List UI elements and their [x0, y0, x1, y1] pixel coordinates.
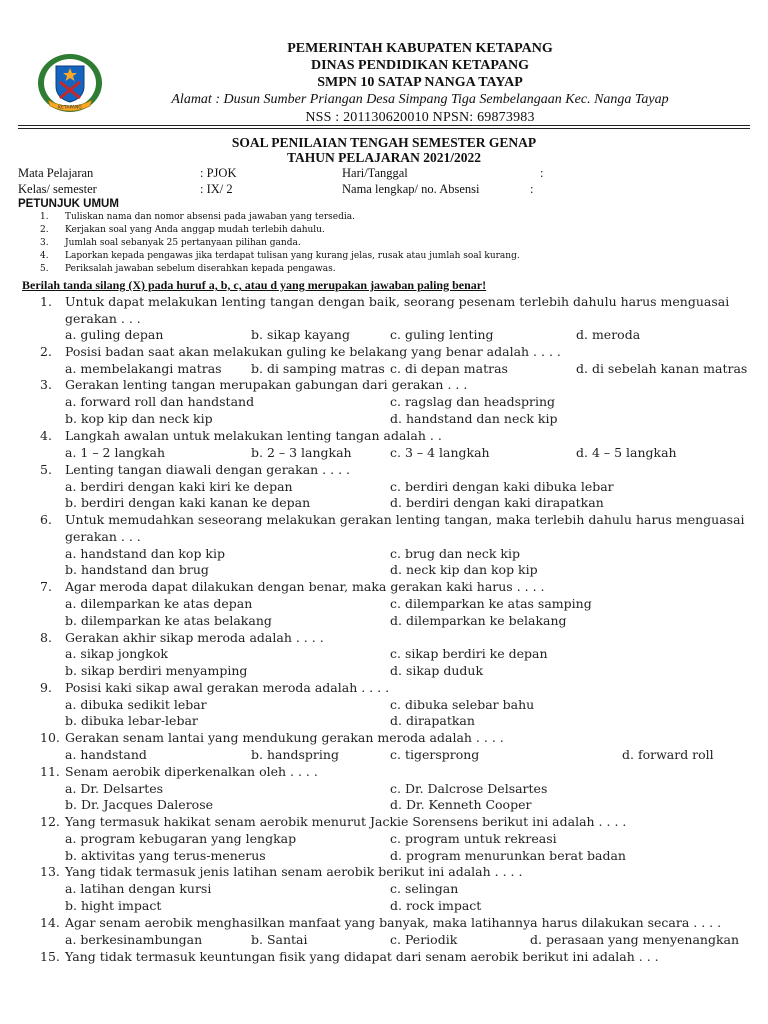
answer-option[interactable]: a. membelakangi matras — [65, 361, 222, 376]
kabupaten-emblem-logo — [36, 52, 104, 116]
answer-option[interactable]: a. dilemparkan ke atas depan — [65, 596, 253, 611]
answer-option[interactable]: d. 4 – 5 langkah — [576, 445, 677, 460]
answer-option[interactable]: b. handstand dan brug — [65, 562, 209, 577]
answer-option[interactable]: b. sikap berdiri menyamping — [65, 663, 248, 678]
answer-option[interactable]: a. berkesinambungan — [65, 932, 203, 947]
answer-option[interactable]: d. di sebelah kanan matras — [576, 361, 748, 376]
answer-option[interactable]: c. tigersprong — [390, 747, 480, 762]
answer-option[interactable]: d. neck kip dan kop kip — [390, 562, 538, 577]
answer-option[interactable]: b. sikap kayang — [251, 327, 350, 342]
school-name: SMPN 10 SATAP NANGA TAYAP — [317, 75, 523, 90]
school-address: Alamat : Dusun Sumber Priangan Desa Simpang Tiga Sembelangaan Kec. Nanga Tayap — [171, 92, 669, 107]
answer-option[interactable]: a. handstand dan kop kip — [65, 546, 225, 561]
answer-option[interactable]: b. dilemparkan ke atas belakang — [65, 613, 272, 628]
answer-option[interactable]: b. dibuka lebar-lebar — [65, 713, 198, 728]
answer-option[interactable]: a. sikap jongkok — [65, 646, 168, 661]
answer-option[interactable]: c. guling lenting — [390, 327, 494, 342]
answer-directive: Berilah tanda silang (X) pada huruf a, b, c, atau d yang merupakan jawaban paling benar! — [22, 278, 487, 292]
class-label: Kelas/ semester — [18, 182, 97, 196]
answer-option[interactable]: d. forward roll — [622, 747, 714, 762]
answer-option[interactable]: d. dirapatkan — [390, 713, 475, 728]
exam-year: TAHUN PELAJARAN 2021/2022 — [286, 150, 481, 165]
answer-option[interactable]: b. hight impact — [65, 898, 162, 913]
answer-option[interactable]: b. handspring — [251, 747, 339, 762]
answer-option[interactable]: d. Dr. Kenneth Cooper — [390, 797, 532, 812]
answer-option[interactable]: c. Periodik — [390, 932, 458, 947]
answer-option[interactable]: a. forward roll dan handstand — [65, 394, 255, 409]
answer-option[interactable]: d. program menurunkan berat badan — [390, 848, 626, 863]
school-nss-npsn: NSS : 201130620010 NPSN: 69873983 — [305, 110, 535, 125]
answer-option[interactable]: c. selingan — [390, 881, 459, 896]
answer-option[interactable]: b. berdiri dengan kaki kanan ke depan — [65, 495, 311, 510]
answer-option[interactable]: b. Dr. Jacques Dalerose — [65, 797, 214, 812]
class-value: : IX/ 2 — [200, 182, 233, 196]
answer-option[interactable]: d. meroda — [576, 327, 641, 342]
answer-option[interactable]: a. latihan dengan kursi — [65, 881, 212, 896]
subject-label: Mata Pelajaran — [18, 166, 94, 180]
answer-option[interactable]: a. handstand — [65, 747, 147, 762]
answer-option[interactable]: c. berdiri dengan kaki dibuka lebar — [390, 479, 614, 494]
answer-option[interactable]: a. guling depan — [65, 327, 164, 342]
answer-option[interactable]: d. berdiri dengan kaki dirapatkan — [390, 495, 604, 510]
answer-option[interactable]: a. Dr. Delsartes — [65, 781, 164, 796]
answer-option[interactable]: d. handstand dan neck kip — [390, 411, 558, 426]
answer-option[interactable]: a. dibuka sedikit lebar — [65, 697, 207, 712]
letterhead — [0, 40, 768, 126]
date-label: Hari/Tanggal — [342, 166, 408, 180]
subject-value: : PJOK — [200, 166, 237, 180]
answer-option[interactable]: c. dilemparkan ke atas samping — [390, 596, 592, 611]
student-name-colon: : — [530, 182, 534, 196]
header-divider-thick — [18, 125, 750, 126]
answer-option[interactable]: c. dibuka selebar bahu — [390, 697, 535, 712]
date-colon: : — [540, 166, 544, 180]
government-name: PEMERINTAH KABUPATEN KETAPANG — [287, 41, 553, 56]
answer-option[interactable]: a. berdiri dengan kaki kiri ke depan — [65, 479, 293, 494]
answer-option[interactable]: b. di samping matras — [251, 361, 385, 376]
answer-option[interactable]: d. dilemparkan ke belakang — [390, 613, 567, 628]
answer-option[interactable]: d. sikap duduk — [390, 663, 484, 678]
student-name-label: Nama lengkap/ no. Absensi — [342, 182, 480, 196]
answer-option[interactable]: b. Santai — [251, 932, 308, 947]
answer-option[interactable]: d. rock impact — [390, 898, 482, 913]
answer-option[interactable]: c. sikap berdiri ke depan — [390, 646, 548, 661]
answer-option[interactable]: a. 1 – 2 langkah — [65, 445, 166, 460]
answer-option[interactable]: c. ragslag dan headspring — [390, 394, 556, 409]
answer-option[interactable]: d. perasaan yang menyenangkan — [530, 932, 740, 947]
answer-option[interactable]: c. di depan matras — [390, 361, 508, 376]
answer-option[interactable]: b. kop kip dan neck kip — [65, 411, 213, 426]
answer-option[interactable]: c. 3 – 4 langkah — [390, 445, 490, 460]
exam-title: SOAL PENILAIAN TENGAH SEMESTER GENAP — [231, 135, 537, 150]
answer-option[interactable]: a. program kebugaran yang lengkap — [65, 831, 297, 846]
instructions-heading: PETUNJUK UMUM — [18, 198, 119, 210]
answer-option[interactable]: c. Dr. Dalcrose Delsartes — [390, 781, 548, 796]
letterhead-text — [100, 40, 740, 126]
header-divider-thin — [18, 128, 750, 129]
answer-option[interactable]: c. brug dan neck kip — [390, 546, 520, 561]
answer-option[interactable]: b. aktivitas yang terus-menerus — [65, 848, 266, 863]
answer-option[interactable]: c. program untuk rekreasi — [390, 831, 557, 846]
answer-option[interactable]: b. 2 – 3 langkah — [251, 445, 352, 460]
logo-ribbon-text: KETAPANG — [58, 105, 82, 111]
department-name: DINAS PENDIDIKAN KETAPANG — [310, 58, 530, 73]
